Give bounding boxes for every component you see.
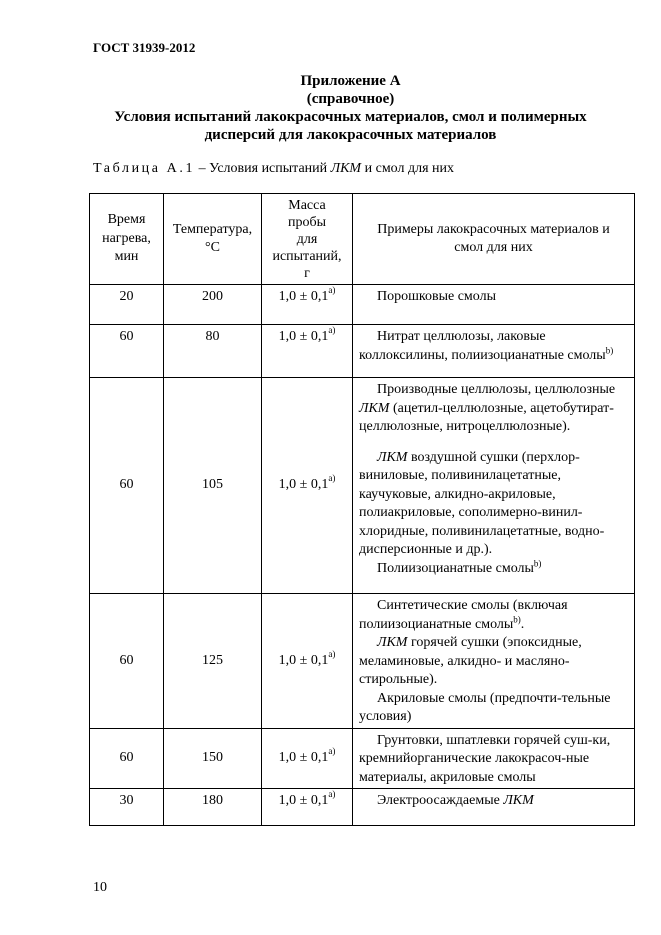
mass-value: 1,0 ± 0,1 [278,289,329,304]
appendix-heading-line-2: дисперсий для лакокрасочных материалов [204,127,497,143]
examples-text-part: Синтетические смолы (включая полиизоцианатные смолы [359,598,568,632]
examples-text-part: Электроосаждаемые [377,793,504,808]
appendix-title: Приложение А [300,73,401,89]
examples-text: Порошковые смолы [377,289,496,304]
footnote-b-mark: b) [533,557,542,568]
examples-paragraph [359,597,630,634]
paragraph-gap [359,437,630,449]
header-time [90,194,164,285]
cell-temperature: 105 [164,378,262,594]
header-time-line: Время [107,212,146,228]
table-caption-text: Условия испытаний [209,161,331,176]
header-time-line: нагрева, [102,230,151,246]
table-row [90,789,635,826]
conditions-table [89,193,635,826]
cell-time: 60 [90,728,164,789]
cell-mass [262,285,353,325]
header-temp-line: °С [205,240,220,255]
footnote-a-mark: а) [328,285,336,295]
cell-mass [262,728,353,789]
examples-paragraph [359,634,630,690]
header-time-line: мин [114,249,139,265]
examples-paragraph [359,557,630,579]
header-mass-line: г [304,265,310,281]
table-row [90,285,635,325]
cell-temperature: 80 [164,325,262,378]
cell-mass [262,325,353,378]
footnote-a-mark: а) [328,325,336,335]
header-examples-line: смол для них [454,240,533,255]
footnote-a-mark: а) [328,789,336,799]
cell-time: 30 [90,789,164,826]
header-temp-line: Температура, [172,221,253,237]
cell-time: 60 [90,378,164,594]
cell-mass [262,378,353,594]
cell-examples [353,789,635,826]
examples-italic: ЛКМ [503,793,534,808]
header-examples [353,194,635,285]
footnote-a-mark: а) [328,473,336,484]
cell-time: 60 [90,325,164,378]
mass-value: 1,0 ± 0,1 [278,477,329,493]
cell-time: 20 [90,285,164,325]
mass-value: 1,0 ± 0,1 [278,329,329,344]
examples-paragraph [359,690,630,727]
examples-italic: ЛКМ [377,449,408,465]
header-mass-line: пробы [287,214,327,230]
table-row [90,728,635,789]
table-caption [93,161,454,177]
cell-examples [353,728,635,789]
header-mass-line: испытаний, [272,248,342,264]
examples-text-part: Производные целлюлозы, целлюлозные [377,382,616,397]
mass-value: 1,0 ± 0,1 [278,750,329,765]
examples-text-part: Акриловые смолы (предпочти-тельные условия) [359,690,611,724]
cell-mass [262,789,353,826]
examples-text [359,792,630,811]
examples-paragraph [359,381,630,437]
table-caption-dash: – [195,161,210,176]
examples-italic: ЛКМ [359,400,390,416]
cell-examples [353,325,635,378]
table-header-row [90,194,635,285]
examples-text-part: Нитрат целлюлозы, лаковые коллоксилины, полиизоцианатные смолы [359,329,606,363]
header-examples-line: Примеры лакокрасочных материалов и [377,221,610,237]
table-row [90,325,635,378]
page-number: 10 [93,880,107,895]
cell-examples [353,378,635,594]
table-row [90,378,635,594]
cell-temperature: 125 [164,594,262,729]
header-mass [262,194,353,285]
mass-value: 1,0 ± 0,1 [278,652,329,668]
appendix-heading [70,72,631,144]
examples-text: Грунтовки, шпатлевки горячей суш-ки, кремнийорганические лакокрасоч-ные материалы, акриловые смолы [359,732,611,785]
cell-examples [353,594,635,729]
header-temperature [164,194,262,285]
document-code: ГОСТ 31939-2012 [93,40,196,55]
table-caption-text-end: и смол для них [361,161,455,176]
footnote-b-mark: b) [513,613,521,624]
examples-text-part: воздушной сушки (перхлор-виниловые, поливинилацетатные, каучуковые, алкидно-акриловые, полиакриловые, сополимерно-винил-хлоридные, поливинилацетатные, водно-дисперсионные и др.). [359,449,605,557]
footnote-b-mark: b) [605,344,614,355]
examples-text-part: горячей сушки (эпоксидные, меламиновые, алкидно- и масляно-стирольные). [359,635,582,687]
table-caption-italic: ЛКМ [330,161,362,176]
examples-text [359,328,630,365]
header-mass-line: для [296,231,318,247]
cell-examples [353,285,635,325]
examples-text-part: Полиизоцианатные смолы [377,560,534,576]
appendix-subtitle: (справочное) [306,91,395,107]
cell-mass [262,594,353,729]
examples-text-part: (ацетил-целлюлозные, ацетобутират-целлюлозные, нитроцеллюлозные). [359,400,614,434]
cell-temperature: 180 [164,789,262,826]
cell-time: 60 [90,594,164,729]
examples-paragraph [359,449,630,560]
examples-italic: ЛКМ [377,635,408,650]
cell-temperature: 150 [164,728,262,789]
header-mass-line: Масса [288,197,326,213]
footnote-a-mark: а) [328,746,336,756]
examples-text-part: . [520,616,525,632]
table-row [90,594,635,729]
footnote-a-mark: а) [328,648,336,659]
mass-value: 1,0 ± 0,1 [278,793,329,808]
appendix-heading-line-1: Условия испытаний лакокрасочных материалов, смол и полимерных [114,109,587,125]
cell-temperature: 200 [164,285,262,325]
table-caption-lead: Таблица А.1 [93,161,196,176]
